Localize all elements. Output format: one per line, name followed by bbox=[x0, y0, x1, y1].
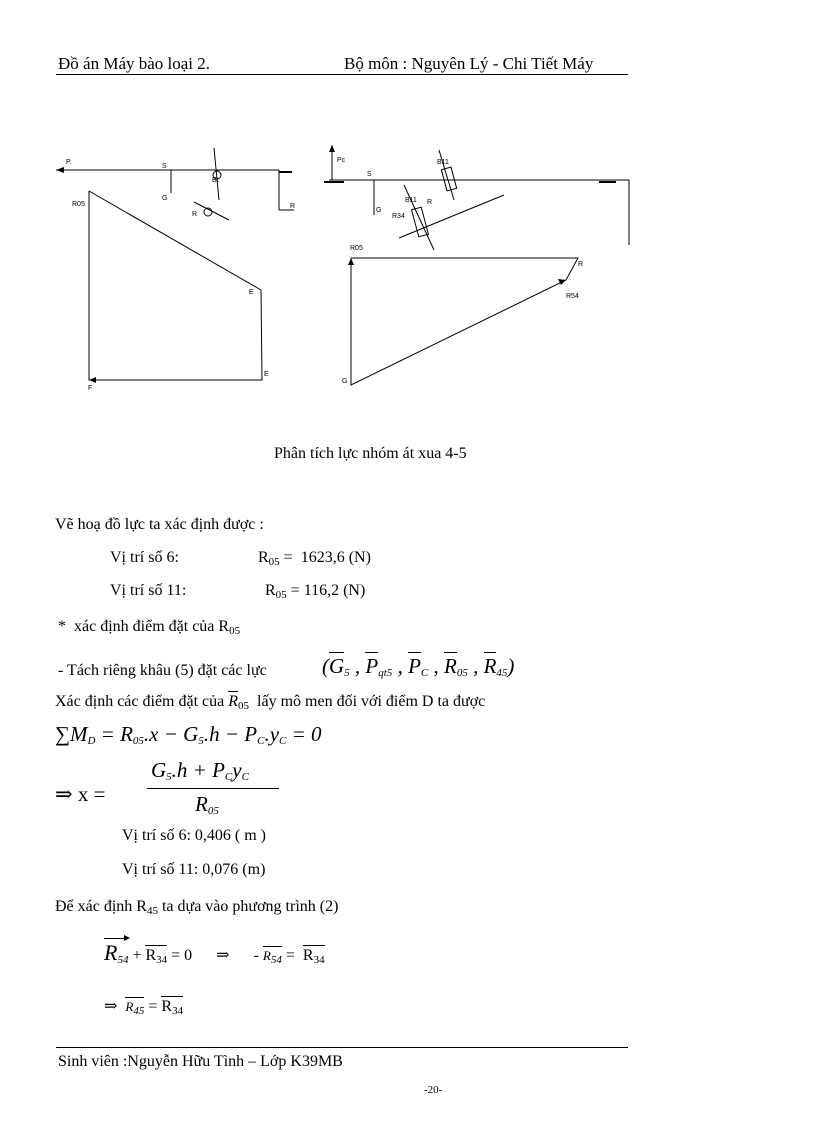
eq-r45: ⇒ $R_{45} = R_{34}$ bbox=[104, 998, 184, 1017]
diagram-label: R bbox=[578, 261, 584, 268]
right-mech-line bbox=[404, 185, 434, 250]
separate-text: - Tách riêng khâu (5) đặt các lực bbox=[58, 662, 267, 679]
diagram-label: F bbox=[88, 385, 93, 392]
right-slider bbox=[441, 167, 456, 191]
diagram-label: R bbox=[427, 199, 433, 206]
diagram-label: E bbox=[264, 371, 269, 378]
header-rule bbox=[56, 74, 628, 75]
left-mech-line bbox=[214, 148, 219, 200]
determine-text: Xác định các điểm đặt của $R_{05}$ lấy mô men đối với điểm D ta được bbox=[55, 693, 486, 712]
pos6-label: Vị trí số 6: bbox=[110, 549, 179, 566]
diagram-label: Pc bbox=[337, 157, 346, 164]
footer-student: Sinh viên :Nguyễn Hữu Tình – Lớp K39MB bbox=[58, 1053, 343, 1070]
forces-list: ($G_5$ , $P_{qt5}$ , $P_C$ , $R_{05}$ , $R_{45}$) bbox=[322, 654, 515, 679]
pos6-value: $R_{05} = 1623,6$ (N) bbox=[258, 549, 371, 568]
diagram-label: R bbox=[290, 203, 296, 210]
arrow-head bbox=[56, 167, 64, 173]
diagram-label: P. bbox=[66, 159, 72, 166]
diagram-label: R34 bbox=[392, 213, 405, 220]
r45-intro: Để xác định $R_{45}$ ta dựa vào phương trình (2) bbox=[55, 898, 339, 917]
diagram-label: S bbox=[162, 163, 167, 170]
header-right: Bộ môn : Nguyên Lý - Chi Tiết Máy bbox=[344, 54, 594, 73]
footer-rule bbox=[56, 1047, 628, 1048]
diagram-label: R54 bbox=[566, 293, 579, 300]
diagram-label: Bt bbox=[212, 177, 219, 184]
arrow-head bbox=[348, 258, 354, 265]
pos11-x: Vị trí số 11: 0,076 (m) bbox=[122, 861, 266, 878]
eq-r54: $R_{54} + R_{34} = 0$ ⇒ - $R_{54} = R_{34}$ bbox=[104, 940, 325, 966]
eq-moment: $\sum M_D = R_{05}.x - G_5.h - P_C.y_C = 0$ bbox=[55, 722, 322, 747]
arrow-head bbox=[89, 377, 96, 383]
diagram-label: G bbox=[162, 195, 168, 202]
diagram-label: R05 bbox=[72, 201, 85, 208]
diagram-label: S bbox=[367, 171, 372, 178]
header-left: Đồ án Máy bào loại 2. bbox=[58, 54, 211, 73]
arrow-head bbox=[329, 145, 335, 152]
diagram-label: B11 bbox=[437, 159, 449, 166]
pos11-label: Vị trí số 11: bbox=[110, 582, 187, 599]
pos6-x: Vị trí số 6: 0,406 ( m ) bbox=[122, 827, 266, 844]
left-force-polygon bbox=[89, 191, 262, 380]
right-force-polygon bbox=[351, 258, 578, 385]
intro-text: Vẽ hoạ đồ lực ta xác định được : bbox=[55, 516, 264, 533]
page-number: -20- bbox=[424, 1084, 443, 1096]
diagram-label: G bbox=[376, 207, 382, 214]
right-mech-line bbox=[439, 150, 454, 200]
figure-caption: Phân tích lực nhóm át xua 4-5 bbox=[274, 445, 467, 462]
force-diagram-figure bbox=[54, 140, 654, 400]
diagram-label: R05 bbox=[350, 245, 363, 252]
diagram-label: G bbox=[342, 378, 348, 385]
arrow-head bbox=[558, 279, 566, 285]
pos11-value: $R_{05} = 116,2$ (N) bbox=[265, 582, 366, 601]
diagram-label: E bbox=[249, 289, 254, 296]
point-title: * xác định điểm đặt của $R_{05}$ bbox=[58, 618, 241, 637]
diagram-label: R bbox=[192, 211, 198, 218]
diagram-label: B11 bbox=[405, 197, 417, 204]
